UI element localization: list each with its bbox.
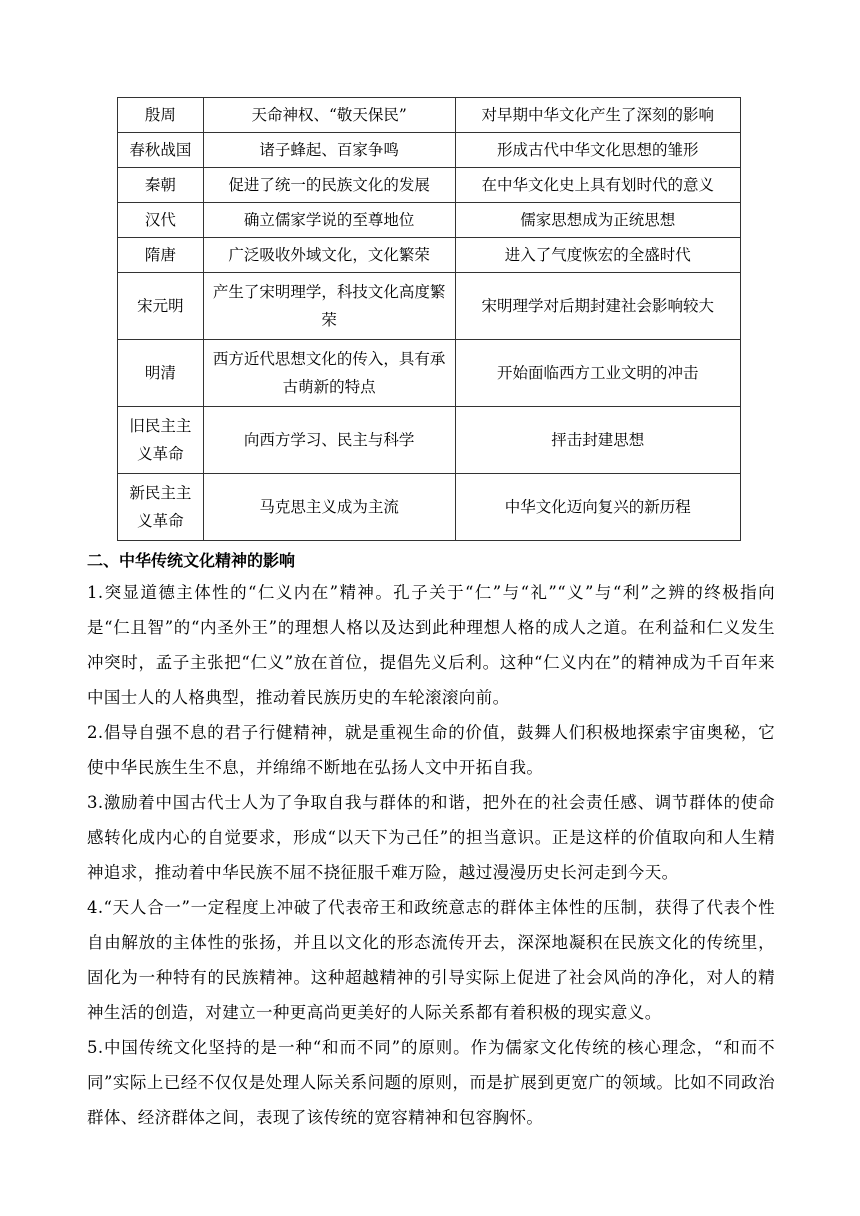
- period-cell: 新民主主义革命: [118, 474, 204, 541]
- significance-cell: 抨击封建思想: [455, 407, 741, 474]
- section-traditional-spirit: [87, 547, 775, 1135]
- content-cell: 产生了宋明理学，科技文化高度繁荣: [203, 273, 455, 340]
- significance-cell: 中华文化迈向复兴的新历程: [455, 474, 741, 541]
- table-row: [118, 340, 741, 407]
- table-row: [118, 273, 741, 340]
- content-cell: 天命神权、“敬天保民”: [203, 98, 455, 133]
- significance-cell: 形成古代中华文化思想的雏形: [455, 133, 741, 168]
- significance-cell: 进入了气度恢宏的全盛时代: [455, 238, 741, 273]
- paragraph: 2.倡导自强不息的君子行健精神，就是重视生命的价值，鼓舞人们积极地探索宇宙奥秘，它使中华民族生生不息，并绵绵不断地在弘扬人文中开拓自我。: [87, 723, 775, 777]
- paragraph: 4.“天人合一”一定程度上冲破了代表帝王和政统意志的群体主体性的压制，获得了代表个性自由解放的主体性的张扬，并且以文化的形态流传开去，深深地凝积在民族文化的传统里，固化为一种特有的民族精神。这种超越精神的引导实际上促进了社会风尚的净化，对人的精神生活的创造，对建立一种更高尚更美好的人际关系都有着积极的现实意义。: [87, 898, 775, 1022]
- period-cell: 殷周: [118, 98, 204, 133]
- content-cell: 促进了统一的民族文化的发展: [203, 168, 455, 203]
- period-cell: 旧民主主义革命: [118, 407, 204, 474]
- table-row: [118, 238, 741, 273]
- period-cell: 秦朝: [118, 168, 204, 203]
- table-row: [118, 168, 741, 203]
- significance-cell: 在中华文化史上具有划时代的意义: [455, 168, 741, 203]
- period-cell: 隋唐: [118, 238, 204, 273]
- paragraph: 5.中国传统文化坚持的是一种“和而不同”的原则。作为儒家文化传统的核心理念，“和而不同”实际上已经不仅仅是处理人际关系问题的原则，而是扩展到更宽广的领域。比如不同政治群体、经济群体之间，表现了该传统的宽容精神和包容胸怀。: [87, 1038, 775, 1127]
- content-cell: 向西方学习、民主与科学: [203, 407, 455, 474]
- content-cell: 确立儒家学说的至尊地位: [203, 203, 455, 238]
- culture-history-table: [117, 97, 741, 541]
- significance-cell: 对早期中华文化产生了深刻的影响: [455, 98, 741, 133]
- period-cell: 宋元明: [118, 273, 204, 340]
- section-heading: 二、中华传统文化精神的影响: [87, 551, 296, 570]
- significance-cell: 开始面临西方工业文明的冲击: [455, 340, 741, 407]
- significance-cell: 儒家思想成为正统思想: [455, 203, 741, 238]
- content-cell: 西方近代思想文化的传入，具有承古萌新的特点: [203, 340, 455, 407]
- table-row: [118, 474, 741, 541]
- content-cell: 马克思主义成为主流: [203, 474, 455, 541]
- period-cell: 明清: [118, 340, 204, 407]
- period-cell: 春秋战国: [118, 133, 204, 168]
- period-cell: 汉代: [118, 203, 204, 238]
- significance-cell: 宋明理学对后期封建社会影响较大: [455, 273, 741, 340]
- content-cell: 广泛吸收外域文化，文化繁荣: [203, 238, 455, 273]
- paragraph: 3.激励着中国古代士人为了争取自我与群体的和谐，把外在的社会责任感、调节群体的使命感转化成内心的自觉要求，形成“以天下为己任”的担当意识。正是这样的价值取向和人生精神追求，推动着中华民族不屈不挠征服千难万险，越过漫漫历史长河走到今天。: [87, 793, 775, 882]
- content-cell: 诸子蜂起、百家争鸣: [203, 133, 455, 168]
- table-row: [118, 133, 741, 168]
- paragraph: 1.突显道德主体性的“仁义内在”精神。孔子关于“仁”与“礼”“义”与“利”之辨的终极指向是“仁且智”的“内圣外王”的理想人格以及达到此种理想人格的成人之道。在利益和仁义发生冲突时，孟子主张把“仁义”放在首位，提倡先义后利。这种“仁义内在”的精神成为千百年来中国士人的人格典型，推动着民族历史的车轮滚滚向前。: [87, 583, 775, 707]
- table-row: [118, 407, 741, 474]
- table-row: [118, 203, 741, 238]
- table-row: [118, 98, 741, 133]
